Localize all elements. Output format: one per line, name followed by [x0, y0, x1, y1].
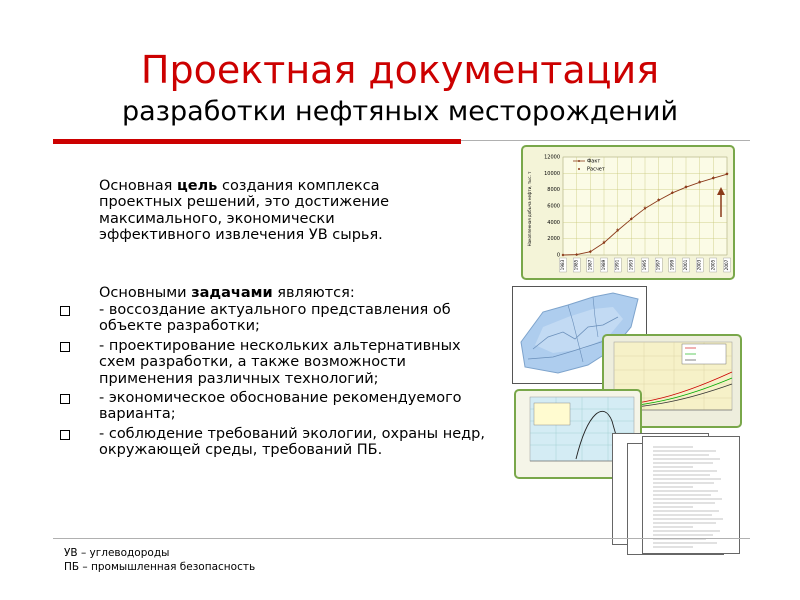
goal-keyword: цель	[176, 178, 218, 194]
tasks-keyword: задачами	[191, 285, 273, 301]
x-tick-label: 1995	[642, 259, 647, 271]
y-tick-label: 2000	[547, 236, 560, 243]
x-tick-label: 2001	[683, 259, 688, 271]
production-chart-thumbnail	[521, 145, 735, 280]
x-tick-label: 1999	[669, 259, 675, 271]
goal-text-start: Основная	[99, 178, 177, 194]
task-item	[60, 390, 490, 423]
y-tick-label: 4000	[547, 219, 560, 226]
x-tick-label: 1997	[655, 259, 661, 271]
tasks-intro-start: Основными	[99, 285, 192, 301]
tasks-intro-end: являются:	[272, 285, 355, 301]
legend-marker-fact	[578, 160, 580, 162]
x-tick-labels	[560, 258, 731, 272]
task-item	[60, 302, 490, 335]
x-tick-label: 1989	[601, 259, 606, 271]
y-tick-label: 8000	[547, 187, 560, 194]
y-tick-label: 0	[556, 252, 560, 259]
checkbox-bullet-icon	[60, 306, 70, 316]
footnote: ПБ – промышленная безопасность	[64, 561, 256, 573]
x-tick-label: 1991	[614, 259, 620, 271]
x-tick-label: 2007	[724, 259, 729, 271]
task-text: - воссоздание актуального представления об объекте разработки;	[99, 302, 451, 335]
x-tick-label: 1985	[573, 259, 579, 271]
legend-label-calc: Расчет	[587, 166, 605, 173]
task-text: - соблюдение требований экологии, охраны недр, окружающей среды, требований ПБ.	[99, 425, 485, 459]
x-tick-label: 2005	[710, 259, 716, 271]
task-item	[60, 426, 490, 459]
checkbox-bullet-icon	[60, 342, 70, 352]
y-tick-label: 10000	[544, 170, 560, 177]
footnote: УВ – углеводороды	[64, 547, 170, 559]
x-tick-label: 1993	[628, 259, 634, 271]
y-tick-label: 6000	[547, 203, 560, 210]
checkbox-bullet-icon	[60, 394, 70, 404]
footer-divider	[53, 538, 750, 539]
task-item	[60, 338, 490, 387]
y-tick-label: 12000	[544, 154, 560, 161]
goal-text-end: создания комплекса проектных решений, это достижение максимального, экономически эффективного извлечения УВ сырья.	[99, 178, 390, 244]
task-text: - экономическое обоснование рекомендуемого варианта;	[99, 390, 462, 423]
slide-title: Проектная документация	[140, 48, 660, 92]
tasks-intro	[99, 285, 449, 301]
document-page-image	[642, 436, 740, 554]
document-text-lines-graphic	[643, 437, 739, 553]
slide-subtitle: разработки нефтяных месторождений	[122, 96, 678, 127]
x-tick-label: 1983	[560, 259, 565, 271]
legend-marker-calc	[578, 168, 580, 170]
goal-paragraph	[99, 178, 449, 244]
title-accent-rule	[53, 139, 461, 144]
task-list	[60, 302, 490, 462]
y-tick-labels	[544, 155, 560, 259]
checkbox-bullet-icon	[60, 430, 70, 440]
production-chart	[523, 147, 733, 278]
x-tick-label: 2003	[696, 259, 702, 271]
task-text: - проектирование нескольких альтернативных схем разработки, а также возможности применения различных технологий;	[99, 337, 461, 387]
x-tick-label: 1987	[587, 259, 593, 271]
y-axis-label: Накопленная добыча нефти, тыс. т	[527, 171, 532, 247]
title-divider	[461, 140, 750, 141]
legend-label-fact: Факт	[587, 158, 601, 165]
